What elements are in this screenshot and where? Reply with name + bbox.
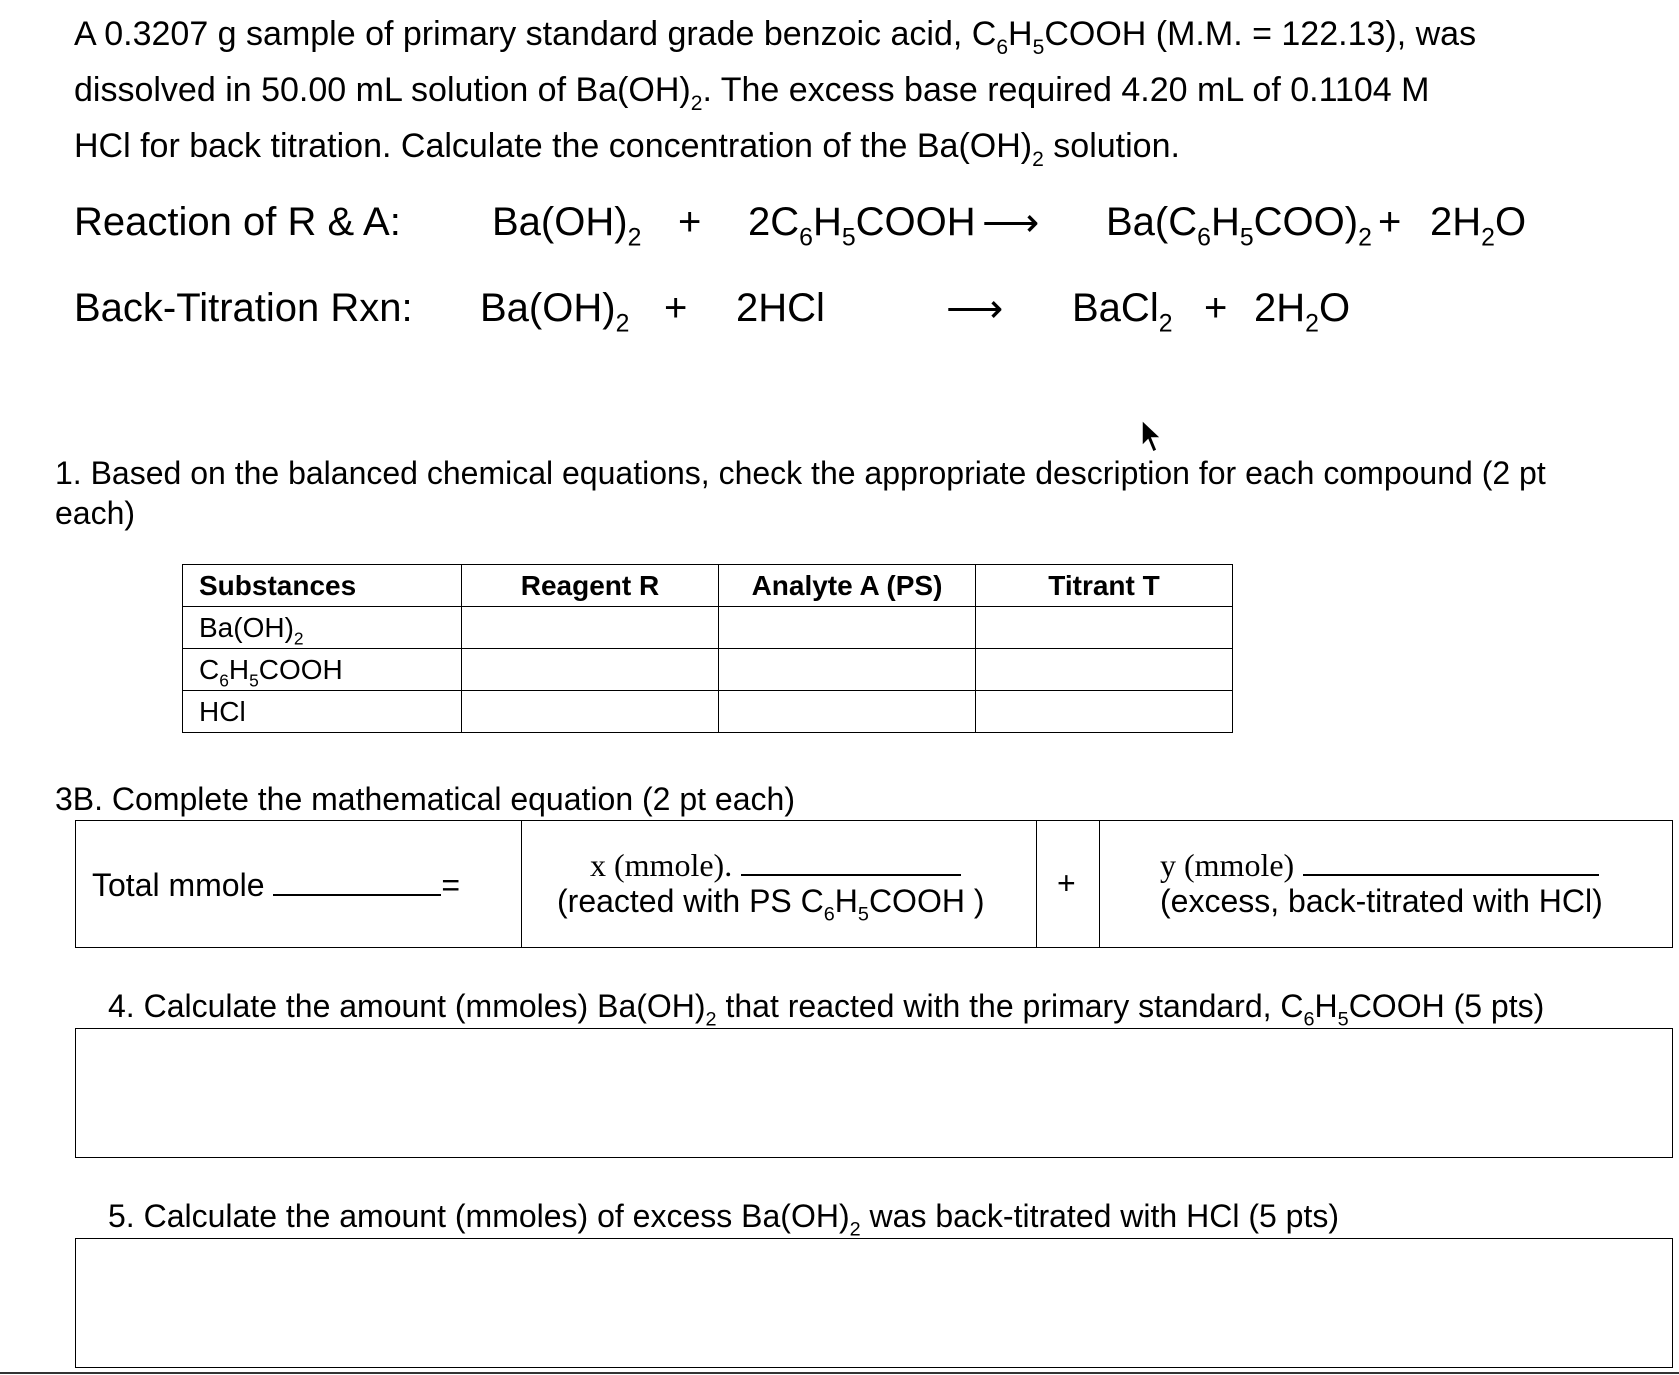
reaction-bt-plus1: + bbox=[664, 286, 688, 330]
table-header-row bbox=[183, 565, 1233, 607]
checkbox-cell-titrant[interactable] bbox=[976, 649, 1233, 691]
substance-cell: HCl bbox=[183, 691, 462, 733]
plus-cell bbox=[1037, 821, 1100, 947]
mouse-cursor-icon bbox=[1140, 418, 1166, 456]
problem-line-3: HCl for back titration. Calculate the concentration of the $Ba(OH)_2$ solution. bbox=[74, 127, 1180, 171]
problem-statement bbox=[74, 6, 1634, 174]
reaction-ra-reactant1: $Ba(OH)_2$ bbox=[492, 200, 642, 252]
reaction-bt bbox=[0, 286, 1679, 346]
reaction-bt-plus2: + bbox=[1204, 286, 1228, 330]
x-mmole-blank[interactable] bbox=[741, 874, 961, 876]
reaction-ra-product1: $Ba(C_6H_5COO)_2$ bbox=[1106, 200, 1372, 252]
reaction-bt-arrow: ⟶ bbox=[946, 287, 1004, 331]
checkbox-cell-analyte[interactable] bbox=[719, 649, 976, 691]
x-mmole-cell bbox=[522, 821, 1037, 947]
y-mmole-blank[interactable] bbox=[1303, 874, 1599, 876]
substance-cell: $C_6H_5COOH$ bbox=[183, 649, 462, 691]
reaction-ra-reactant2: $2C_6H_5COOH$ bbox=[748, 200, 976, 252]
checkbox-cell-analyte[interactable] bbox=[719, 691, 976, 733]
reaction-ra-product2: $2H_2O$ bbox=[1430, 200, 1527, 252]
page-bottom-rule bbox=[0, 1372, 1679, 1374]
equals-sign: = bbox=[441, 867, 461, 903]
table-row bbox=[183, 691, 1233, 733]
header-reagent-r: Reagent R bbox=[462, 565, 719, 607]
checkbox-cell-reagent[interactable] bbox=[462, 649, 719, 691]
problem-line-1: A 0.3207 g sample of primary standard grade benzoic acid, $C_6H_5COOH$ (M.M. = 122.13), was bbox=[74, 15, 1477, 59]
total-mmole-label: Total mmole bbox=[92, 867, 265, 903]
answer-box-5[interactable] bbox=[75, 1238, 1673, 1368]
total-mmole-cell bbox=[76, 821, 522, 947]
question-3b-title: 3B. Complete the mathematical equation (2 pt each) bbox=[55, 781, 795, 817]
question-1: 1. Based on the balanced chemical equations, check the appropriate description for each compound (2 pt each) bbox=[55, 455, 1546, 531]
substances-table bbox=[182, 564, 1233, 733]
total-mmole-blank[interactable] bbox=[273, 894, 441, 896]
answer-box-4[interactable] bbox=[75, 1028, 1673, 1158]
header-titrant-t: Titrant T bbox=[976, 565, 1233, 607]
table-row bbox=[183, 649, 1233, 691]
checkbox-cell-titrant[interactable] bbox=[976, 691, 1233, 733]
reaction-bt-product1: BaCl$_2$ bbox=[1072, 286, 1173, 338]
question-5: 5. Calculate the amount (mmoles) of excess $Ba(OH)_2$ was back-titrated with HCl (5 pts) bbox=[108, 1198, 1339, 1241]
question-4: 4. Calculate the amount (mmoles) $Ba(OH)_2$ that reacted with the primary standard, $C_6H_5COOH$ (5 pts) bbox=[108, 988, 1545, 1031]
plus-sign: + bbox=[1057, 865, 1076, 901]
header-substances: Substances bbox=[183, 565, 462, 607]
reaction-ra bbox=[0, 200, 1679, 260]
checkbox-cell-titrant[interactable] bbox=[976, 607, 1233, 649]
equation-box bbox=[75, 820, 1673, 948]
checkbox-cell-analyte[interactable] bbox=[719, 607, 976, 649]
y-mmole-note: (excess, back-titrated with HCl) bbox=[1160, 883, 1603, 919]
reaction-bt-product2: $2H_2O$ bbox=[1254, 286, 1351, 338]
checkbox-cell-reagent[interactable] bbox=[462, 691, 719, 733]
reaction-ra-plus2: + bbox=[1378, 200, 1402, 244]
reaction-ra-arrow: ⟶ bbox=[982, 201, 1040, 245]
y-mmole-cell bbox=[1100, 821, 1674, 947]
problem-line-2: dissolved in 50.00 mL solution of $Ba(OH)_2$. The excess base required 4.20 mL of 0.1104 M bbox=[74, 71, 1430, 115]
substance-cell: $Ba(OH)_2$ bbox=[183, 607, 462, 649]
reaction-bt-reactant2: 2HCl bbox=[736, 286, 825, 330]
y-mmole-label: y (mmole) bbox=[1160, 847, 1295, 883]
x-mmole-label: x (mmole). bbox=[590, 847, 733, 883]
table-row bbox=[183, 607, 1233, 649]
reaction-ra-label: Reaction of R & A: bbox=[74, 200, 401, 244]
reaction-bt-label: Back-Titration Rxn: bbox=[74, 286, 413, 330]
checkbox-cell-reagent[interactable] bbox=[462, 607, 719, 649]
x-mmole-note: (reacted with PS $C_6H_5COOH$ ) bbox=[557, 883, 985, 926]
reaction-ra-plus1: + bbox=[678, 200, 702, 244]
reaction-bt-reactant1: $Ba(OH)_2$ bbox=[480, 286, 630, 338]
header-analyte-a: Analyte A (PS) bbox=[719, 565, 976, 607]
